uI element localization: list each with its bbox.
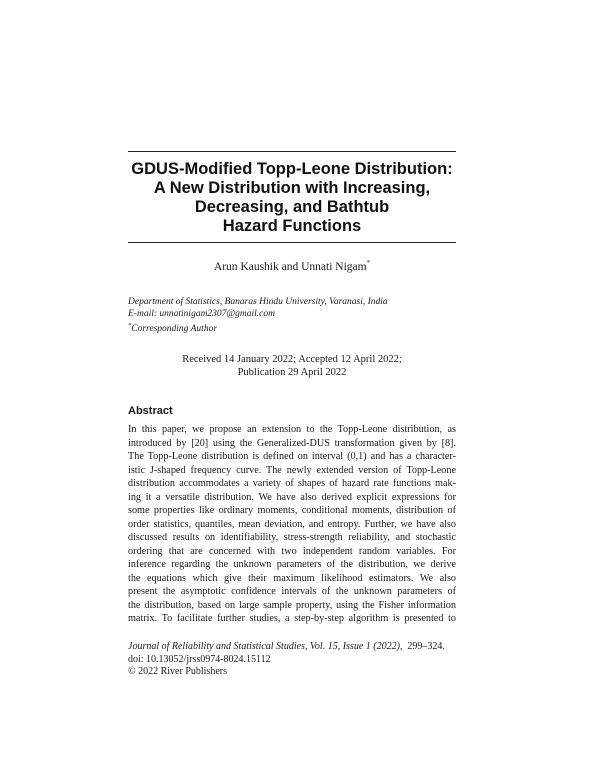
abstract-line: In this paper, we propose an extension to the Topp-Leone distribution, as [128, 424, 456, 435]
publication-dates [128, 353, 456, 379]
corresponding-note-text: Corresponding Author [131, 324, 218, 335]
abstract-body [128, 423, 456, 626]
abstract-line: some properties like ordinary moments, conditional moments, distribution of [128, 505, 456, 516]
received-accepted: Received 14 January 2022; Accepted 12 April 2022; [182, 354, 402, 365]
journal-citation-line [128, 641, 468, 654]
abstract-line: istic J-shaped frequency curve. The newly extended version of Topp-Leone [128, 464, 456, 476]
abstract-line: discussed results on identifiability, stress-strength reliability, and stochastic [128, 532, 456, 543]
journal-citation: Journal of Reliability and Statistical Studies, Vol. 15, Issue 1 (2022), [128, 641, 403, 652]
corresponding-note [128, 320, 468, 335]
author-names: Arun Kaushik and Unnati Nigam [213, 260, 367, 273]
abstract-line: the distribution, based on large sample property, using the Fisher information [128, 599, 456, 611]
journal-pages: 299–324. [407, 641, 445, 652]
paper-title [128, 160, 456, 236]
email: E-mail: unnatinigam2307@gmail.com [128, 309, 276, 319]
corresponding-mark: * [366, 259, 371, 267]
copyright: © 2022 River Publishers [128, 666, 227, 677]
author-list [128, 259, 456, 273]
abstract-line: order statistics, quantiles, mean deviation, and entropy. Further, we have also [128, 518, 456, 530]
abstract-line: ing it a versatile distribution. We have also derived explicit expressions for [128, 491, 456, 503]
title-line: GDUS-Modified Topp-Leone Distribution: [131, 160, 453, 178]
abstract-heading: Abstract [128, 405, 173, 417]
abstract-line: ordering that are concerned with two independent random variables. For [128, 545, 456, 557]
title-line: A New Distribution with Increasing, [153, 179, 431, 197]
title-top-rule [128, 151, 456, 152]
abstract-line: The Topp-Leone distribution is defined on interval (0,1) and has a character- [128, 451, 456, 462]
journal-info [128, 641, 468, 679]
abstract-line: introduced by [20] using the Generalized-DUS transformation given by [8]. [128, 437, 456, 449]
affiliation-block [128, 296, 468, 335]
corresponding-note-mark: * [128, 322, 132, 329]
abstract-line: inference regarding the unknown parameters of the distribution, we derive [128, 559, 456, 570]
abstract-line: present the asymptotic confidence intervals of the unknown parameters of [128, 586, 456, 597]
abstract-line: matrix. To facilitate further studies, a step-by-step algorithm is presented to [128, 613, 456, 624]
title-line: Hazard Functions [222, 217, 362, 235]
doi: doi: 10.13052/jrss0974-8024.15112 [128, 653, 271, 665]
abstract-line: distribution accommodates a variety of shapes of hazard rate functions mak- [128, 478, 456, 489]
department: Department of Statistics, Banaras Hindu University, Varanasi, India [128, 297, 388, 307]
abstract-line: the equations which give their maximum likelihood estimators. We also [128, 572, 456, 584]
title-line: Decreasing, and Bathtub [194, 198, 390, 216]
publication-date: Publication 29 April 2022 [237, 367, 347, 378]
title-bottom-rule [128, 242, 456, 243]
